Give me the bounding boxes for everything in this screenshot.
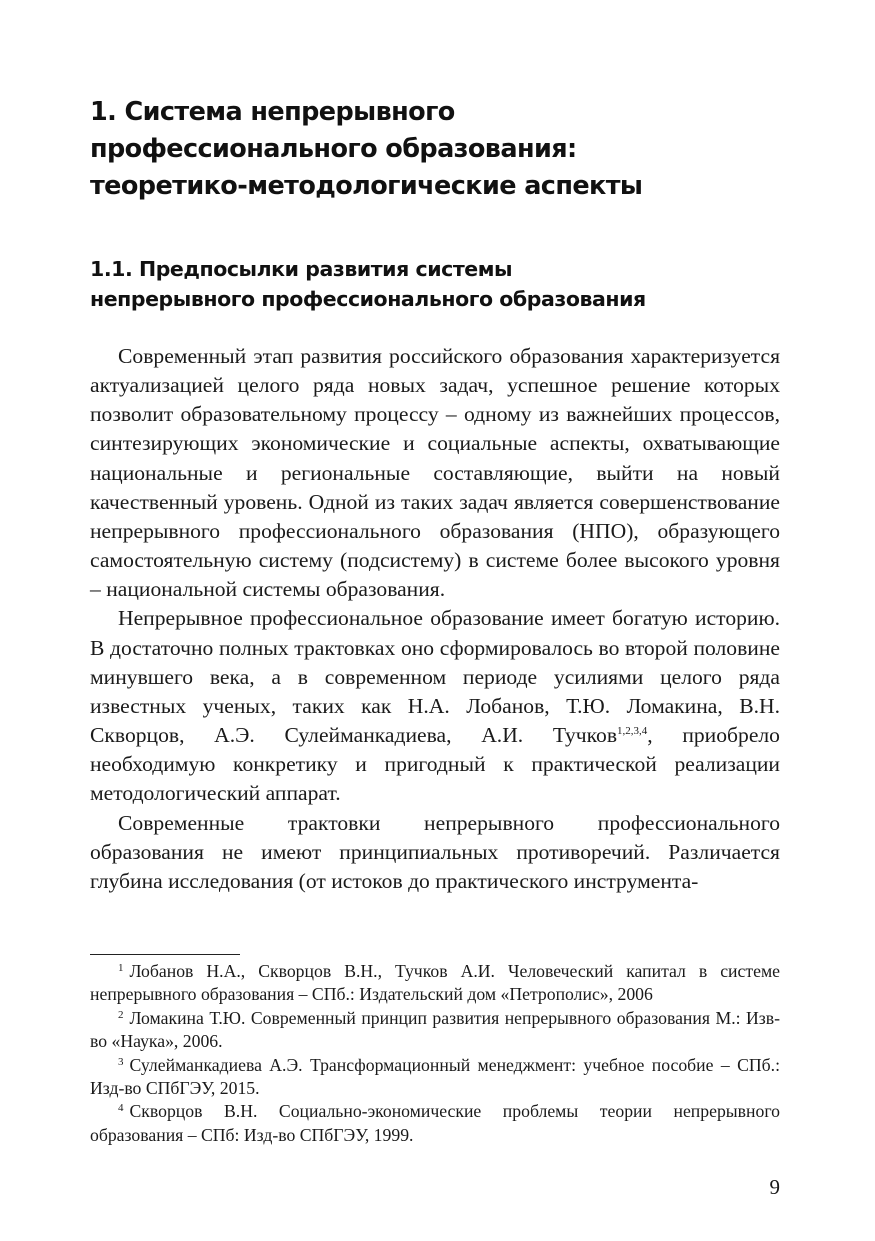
footnote bbox=[90, 1100, 780, 1147]
chapter-title-line: теоретико-методологические аспекты bbox=[90, 171, 643, 201]
footnotes bbox=[90, 960, 780, 1147]
section-title-line: 1.1. Предпосылки развития системы bbox=[90, 257, 513, 281]
body-text bbox=[90, 342, 780, 896]
footnote-divider bbox=[90, 954, 240, 955]
chapter-title-line: профессионального образования: bbox=[90, 134, 577, 164]
paragraph-text: Непрерывное профессиональное образование имеет богатую историю. В достаточно полных трактовках оно сформировалось во второй половине минувшего века, а в современном периоде усилиями целого ряда известных ученых, таких как Н.А. Лобанов, Т.Ю. Ломакина, В.Н. Скворцов, А.Э. Сулейманкадиева, А.И. Тучков bbox=[90, 606, 780, 748]
chapter-title bbox=[90, 94, 780, 205]
chapter-title-line: 1. Система непрерывного bbox=[90, 97, 455, 127]
section-title-line: непрерывного профессионального образования bbox=[90, 287, 646, 311]
footnote-text: Лобанов Н.А., Скворцов В.Н., Тучков А.И. Человеческий капитал в системе непрерывного образования – СПб.: Издательский дом «Петрополис», 2006 bbox=[90, 961, 780, 1005]
page-number: 9 bbox=[769, 1175, 780, 1199]
footnote bbox=[90, 960, 780, 1007]
body-paragraph-3: Современные трактовки непрерывного профессионального образования не имеют принципиальных противоречий. Различается глубина исследования (от истоков до практического инструмента- bbox=[90, 810, 780, 893]
footnote-text: Скворцов В.Н. Социально-экономические проблемы теории непрерывного образования – СПб: Изд-во СПбГЭУ, 1999. bbox=[90, 1101, 780, 1145]
footnote-number: 4 bbox=[118, 1102, 124, 1115]
paragraph-text: , приобрело необходимую конкретику и пригодный к практической реализации методологический аппарат. bbox=[90, 723, 780, 806]
footnote-number: 1 bbox=[118, 962, 124, 974]
document-page bbox=[90, 0, 780, 1241]
footnote-text: Ломакина Т.Ю. Современный принцип развития непрерывного образования М.: Изв-во «Наука», 2006. bbox=[90, 1007, 780, 1052]
section-title bbox=[90, 254, 780, 314]
body-paragraph-2 bbox=[90, 604, 780, 808]
footnote bbox=[90, 1054, 780, 1101]
footnote-text: Сулейманкадиева А.Э. Трансформационный менеджмент: учебное пособие – СПб.: Изд-во СПбГЭУ, 2015. bbox=[90, 1054, 780, 1099]
footnote-number: 3 bbox=[118, 1055, 124, 1068]
footnote bbox=[90, 1007, 780, 1054]
body-paragraph-1: Современный этап развития российского образования характеризуется актуализацией целого ряда новых задач, успешное решение которых позволит образовательному процессу – одному из важнейших процессов, синтезирующих экономические и социальные аспекты, охватывающие национальные и региональные составляющие, выйти на новый качественный уровень. Одной из таких задач является совершенствование непрерывного профессионального образования (НПО), образующего самостоятельную систему (подсистему) в системе более высокого уровня – национальной системы образования. bbox=[90, 344, 780, 602]
footnote-reference[interactable]: 1,2,3,4 bbox=[617, 725, 648, 738]
footnote-number: 2 bbox=[118, 1008, 124, 1021]
